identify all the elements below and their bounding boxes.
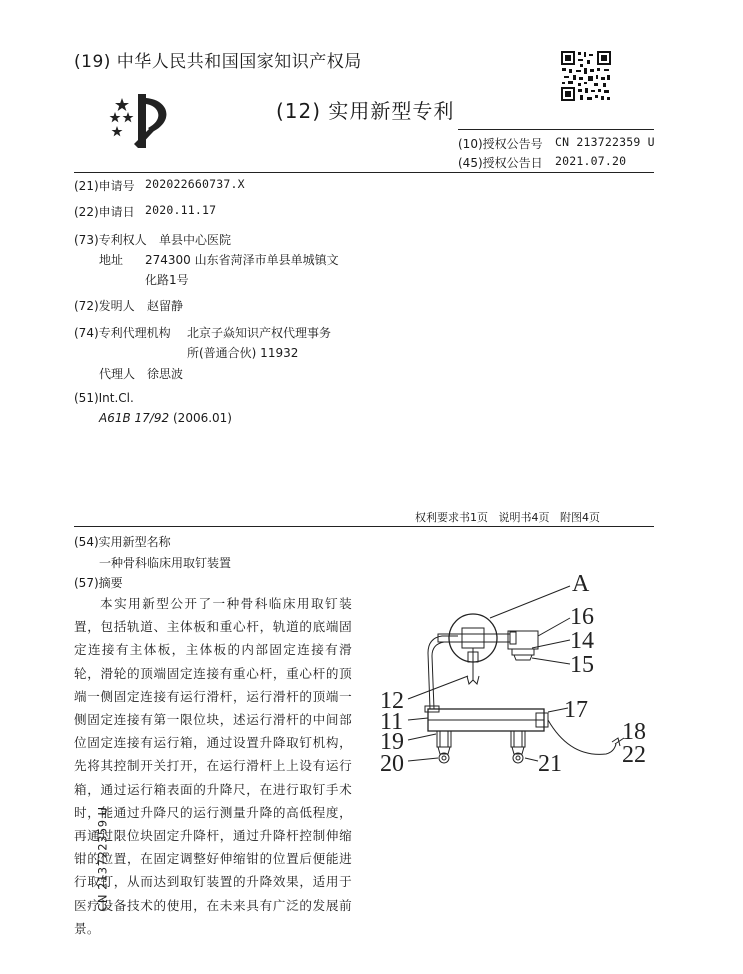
intcl-code: A61B 17/92 <box>99 411 170 425</box>
header-rule <box>74 172 654 173</box>
label-20: 20 <box>380 751 404 777</box>
address-line2: 化路1号 <box>145 273 189 287</box>
label-21: 21 <box>538 751 562 777</box>
app-date-label: (22)申请日 <box>74 205 135 219</box>
device-drawing <box>370 568 660 784</box>
inventor: 赵留静 <box>147 299 184 313</box>
abstract-text: 本实用新型公开了一种骨科临床用取钉装置，包括轨道、主体板和重心杆，轨道的底端固定连接有主体板，主体板的内部固定连接有滑轮，滑轮的顶端固定连接有重心杆，重心杆的顶端一侧固定连接有运行滑杆，运行滑杆的顶端一侧固定连接有第一限位块，述运行滑杆的中间部位固定连接有运行箱，通过设置升降取钉机构，先将其控制开关打开，在运行滑杆上上设有运行箱，通过运行箱表面的升降尺，在进行取钉手术时，能通过升降尺的运行测量升降的高低程度，再通过限位块固定升降杆，通过升降杆控制伸缩钳的位置，在固定调整好伸缩钳的位置后便能进行取钉，从而达到取钉装置的升降效果，适用于医疗设备技术的使用，在未来具有广泛的发展前景。 <box>74 596 352 936</box>
abstract-label: (57)摘要 <box>74 576 123 590</box>
patentee-label: (73)专利权人 <box>74 233 147 247</box>
label-16: 16 <box>570 604 594 630</box>
app-no-label: (21)申请号 <box>74 179 135 193</box>
inventor-label: (72)发明人 <box>74 299 135 313</box>
app-no: 202022660737.X <box>145 177 245 191</box>
qr-code-icon <box>560 50 612 102</box>
label-18: 18 <box>622 719 646 745</box>
label-19: 19 <box>380 729 404 755</box>
agency-line2: 所(普通合伙) 11932 <box>187 346 299 360</box>
address-line1: 274300 山东省菏泽市单县单城镇文 <box>145 253 339 267</box>
agent-label: 代理人 <box>99 367 136 381</box>
intcl-version: (2006.01) <box>173 411 232 425</box>
utility-model-title: 一种骨科临床用取钉装置 <box>99 556 232 570</box>
biblio-rule <box>74 526 654 527</box>
header-rule-short <box>458 129 654 130</box>
label-15: 15 <box>570 652 594 678</box>
label-14: 14 <box>570 628 594 654</box>
address-label: 地址 <box>99 253 124 267</box>
agency-line1: 北京子焱知识产权代理事务 <box>187 326 332 340</box>
label-A: A <box>572 571 590 597</box>
office-name: (19) 中华人民共和国国家知识产权局 <box>74 52 362 72</box>
pub-date: 2021.07.20 <box>555 154 627 168</box>
agency-label: (74)专利代理机构 <box>74 326 171 340</box>
label-17: 17 <box>564 697 588 723</box>
app-date: 2020.11.17 <box>145 203 217 217</box>
side-publication-number: CN 213722359 U <box>95 806 110 912</box>
label-11: 11 <box>380 709 404 735</box>
patentee: 单县中心医院 <box>159 233 232 247</box>
pub-no: CN 213722359 U <box>555 135 655 149</box>
label-12: 12 <box>380 688 404 714</box>
intcl-label: (51)Int.Cl. <box>74 391 134 405</box>
pub-no-label: (10)授权公告号 <box>458 137 543 151</box>
title-label: (54)实用新型名称 <box>74 535 171 549</box>
agent: 徐思波 <box>147 367 184 381</box>
label-22: 22 <box>622 742 646 768</box>
document-type: (12) 实用新型专利 <box>276 99 455 123</box>
page-counts: 权利要求书1页 说明书4页 附图4页 <box>415 511 600 524</box>
cnipa-logo-icon <box>108 92 180 150</box>
pub-date-label: (45)授权公告日 <box>458 156 543 170</box>
